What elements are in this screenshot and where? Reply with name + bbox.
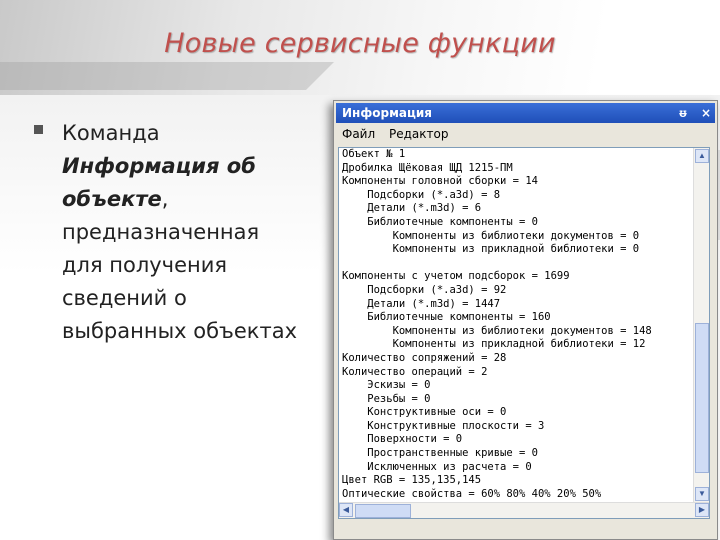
horizontal-scrollbar[interactable] bbox=[339, 502, 709, 518]
bullet-text bbox=[62, 117, 332, 348]
info-line: Пространственные кривые = 0 bbox=[342, 447, 538, 460]
scroll-down-icon[interactable]: ▼ bbox=[695, 487, 709, 501]
bullet-line-3-emphasis: объекте bbox=[62, 187, 162, 211]
vertical-scroll-thumb[interactable] bbox=[695, 323, 709, 473]
info-line: Компоненты с учетом подсборок = 1699 bbox=[342, 270, 570, 283]
info-line: Дробилка Щёковая ЩД 1215-ПМ bbox=[342, 161, 513, 174]
panel-title: Информация bbox=[342, 106, 432, 120]
bullet-line-7: выбранных объектах bbox=[62, 319, 298, 343]
info-line: Компоненты из библиотеки документов = 148 bbox=[342, 324, 652, 337]
decorative-stripe bbox=[0, 62, 334, 90]
info-panel-window bbox=[333, 100, 718, 540]
info-line: Подсборки (*.a3d) = 92 bbox=[342, 283, 507, 296]
info-line: Конструктивные плоскости = 3 bbox=[342, 419, 545, 432]
panel-title-bar bbox=[336, 103, 715, 123]
info-line: Объект № 1 bbox=[342, 148, 406, 160]
info-line: Компоненты из прикладной библиотеки = 0 bbox=[342, 243, 640, 256]
vertical-scrollbar[interactable] bbox=[693, 148, 709, 502]
info-lines bbox=[342, 148, 694, 501]
bullet-line-3-comma: , bbox=[161, 187, 169, 211]
info-line: Резьбы = 0 bbox=[342, 392, 431, 405]
info-line: Компоненты головной сборки = 14 bbox=[342, 175, 538, 188]
bullet-line-6: сведений о bbox=[62, 286, 187, 310]
menu-editor[interactable]: Редактор bbox=[388, 127, 449, 141]
bullet-square-icon bbox=[34, 125, 43, 134]
scroll-up-icon[interactable]: ▲ bbox=[695, 149, 709, 163]
info-line bbox=[342, 257, 694, 271]
info-line: Детали (*.m3d) = 6 bbox=[342, 202, 482, 215]
menu-file[interactable]: Файл bbox=[342, 127, 376, 141]
panel-menubar bbox=[336, 124, 715, 144]
info-text-area[interactable] bbox=[338, 147, 710, 519]
info-line: Эскизы = 0 bbox=[342, 379, 431, 392]
scroll-left-icon[interactable]: ◀ bbox=[339, 503, 353, 517]
bullet-line-4: предназначенная bbox=[62, 220, 260, 244]
info-line: Детали (*.m3d) = 1447 bbox=[342, 297, 501, 310]
info-line: Количество сопряжений = 28 bbox=[342, 351, 507, 364]
bullet-line-5: для получения bbox=[62, 253, 228, 277]
slide-title: Новые сервисные функции bbox=[164, 28, 556, 59]
bullet-line-2: Информация об bbox=[62, 154, 256, 178]
info-line: Компоненты из прикладной библиотеки = 12 bbox=[342, 338, 646, 351]
info-line: Количество операций = 2 bbox=[342, 365, 488, 378]
info-line: Компоненты из библиотеки документов = 0 bbox=[342, 229, 640, 242]
info-line: Цвет RGB = 135,135,145 bbox=[342, 474, 482, 487]
info-line: Библиотечные компоненты = 160 bbox=[342, 311, 551, 324]
panel-title-buttons bbox=[669, 103, 711, 123]
info-line: Конструктивные оси = 0 bbox=[342, 406, 507, 419]
info-line: Оптические свойства = 60% 80% 40% 20% 50% bbox=[342, 487, 602, 500]
close-icon[interactable]: × bbox=[700, 106, 711, 120]
scroll-right-icon[interactable]: ▶ bbox=[695, 503, 709, 517]
horizontal-scroll-thumb[interactable] bbox=[355, 504, 411, 518]
info-line: Исключенных из расчета = 0 bbox=[342, 460, 532, 473]
info-line: Библиотечные компоненты = 0 bbox=[342, 215, 538, 228]
bullet-line-1: Команда bbox=[62, 121, 160, 145]
info-line: Поверхности = 0 bbox=[342, 433, 463, 446]
pin-icon[interactable]: ᵿ bbox=[679, 106, 687, 120]
info-line: Подсборки (*.a3d) = 8 bbox=[342, 188, 501, 201]
bullet-line-3 bbox=[62, 183, 332, 216]
